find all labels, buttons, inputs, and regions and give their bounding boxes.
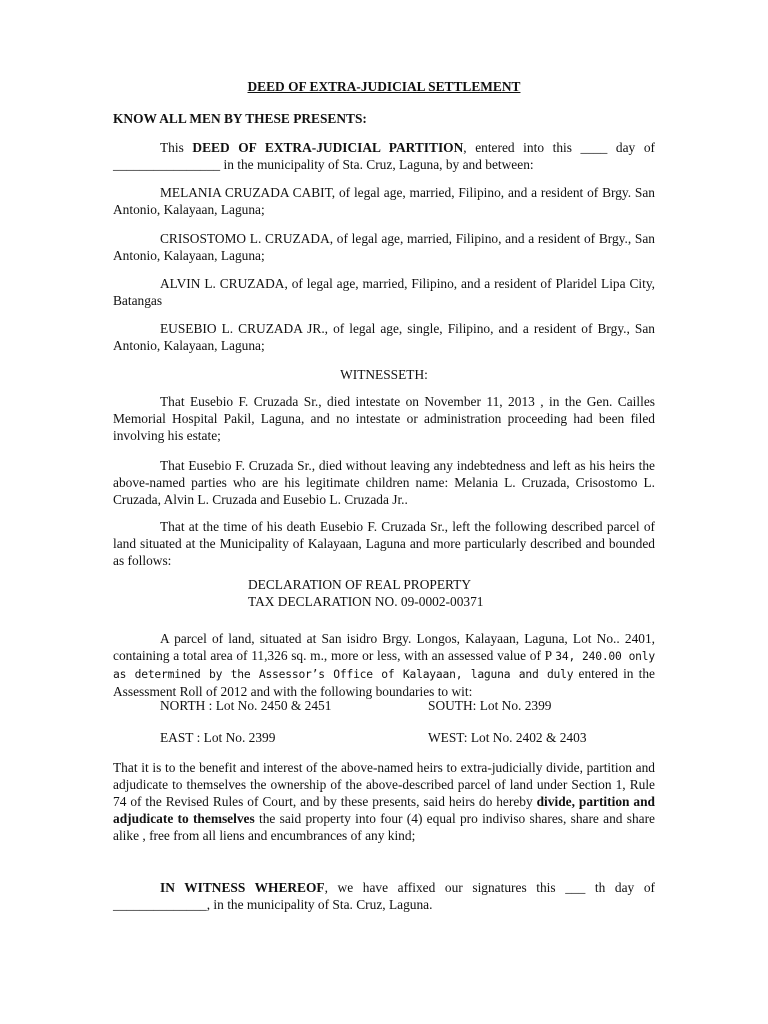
boundary-west: WEST: Lot No. 2402 & 2403 [428,730,587,745]
intro-paragraph [113,139,655,173]
partition-emphasis: divide, partition and adjudicate to themselves [113,794,655,826]
party-crisostomo: CRISOSTOMO L. CRUZADA, of legal age, married, Filipino, and a resident of Brgy., San Antonio, Kalayaan, Laguna; [113,231,655,263]
parcel-description [113,630,655,700]
intro-text-end: , entered into this ____ day of ________________ in the municipality of Sta. Cruz, Laguna, by and between: [113,140,656,172]
party-melania: MELANIA CRUZADA CABIT, of legal age, married, Filipino, and a resident of Brgy. San Antonio, Kalayaan, Laguna; [113,185,655,217]
document-title: DEED OF EXTRA-JUDICIAL SETTLEMENT [247,79,521,94]
parcel-text: A parcel of land, situated at San isidro Brgy. Longos, Kalayaan, Laguna, Lot No.. 2401, containing a total area of 11,326 sq. m., more or less, with an assessed value of P [113,631,655,663]
closing-emphasis: IN WITNESS WHEREOF [160,880,325,895]
partition-paragraph [113,759,655,844]
parcel-text-end: entered in the Assessment Roll of 2012 and with the following boundaries to wit: [113,666,655,699]
opening-line: KNOW ALL MEN BY THESE PRESENTS: [113,111,367,126]
declaration-title: DECLARATION OF REAL PROPERTY [248,577,472,592]
paragraph-death: That Eusebio F. Cruzada Sr., died intestate on November 11, 2013 , in the Gen. Cailles Memorial Hospital Pakil, Laguna, and no intestate or administration proceeding had been filed involving his estate; [113,394,655,443]
party-eusebio-jr: EUSEBIO L. CRUZADA JR., of legal age, single, Filipino, and a resident of Brgy., San Antonio, Kalayaan, Laguna; [113,321,655,353]
closing-text: , we have affixed our signatures this ___ th day of ______________, in the municipality of Sta. Cruz, Laguna. [113,880,656,912]
partition-text-end: the said property into four (4) equal pro indiviso shares, share and share alike , free from all liens and encumbrances of any kind; [113,811,655,843]
parcel-assessed-value: 34, 240.00 only as determined by the Assessor’s Office of Kalayaan, laguna and duly [113,650,655,681]
partition-text: That it is to the benefit and interest of the above-named heirs to extra-judicially divide, partition and adjudicate to themselves the ownership of the above-described parcel of land under Section 1, Rule 74 of the Revised Rules of Court, and by these presents, said heirs do hereby [113,760,655,809]
boundary-east: EAST : Lot No. 2399 [160,730,276,745]
paragraph-parcel-intro: That at the time of his death Eusebio F. Cruzada Sr., left the following described parcel of land situated at the Municipality of Kalayaan, Laguna and more particularly described and bounded as follows: [113,519,655,568]
tax-declaration-number: TAX DECLARATION NO. 09-0002-00371 [248,594,484,609]
intro-deed-name: DEED OF EXTRA-JUDICIAL PARTITION [192,140,464,155]
boundary-north: NORTH : Lot No. 2450 & 2451 [160,698,332,713]
intro-text: This [160,140,193,155]
paragraph-heirs: That Eusebio F. Cruzada Sr., died without leaving any indebtedness and left as his heirs the above-named parties who are his legitimate children name: Melania L. Cruzada, Crisostomo L. Cruzada, Alvin L. Cruzada and Eusebio L. Cruzada Jr.. [113,458,655,507]
declaration-heading [248,576,483,610]
party-alvin: ALVIN L. CRUZADA, of legal age, married, Filipino, and a resident of Plaridel Lipa City, Batangas [113,276,655,308]
witnesseth-heading: WITNESSETH: [340,367,428,382]
closing-paragraph [113,879,655,913]
boundary-south: SOUTH: Lot No. 2399 [428,698,552,713]
